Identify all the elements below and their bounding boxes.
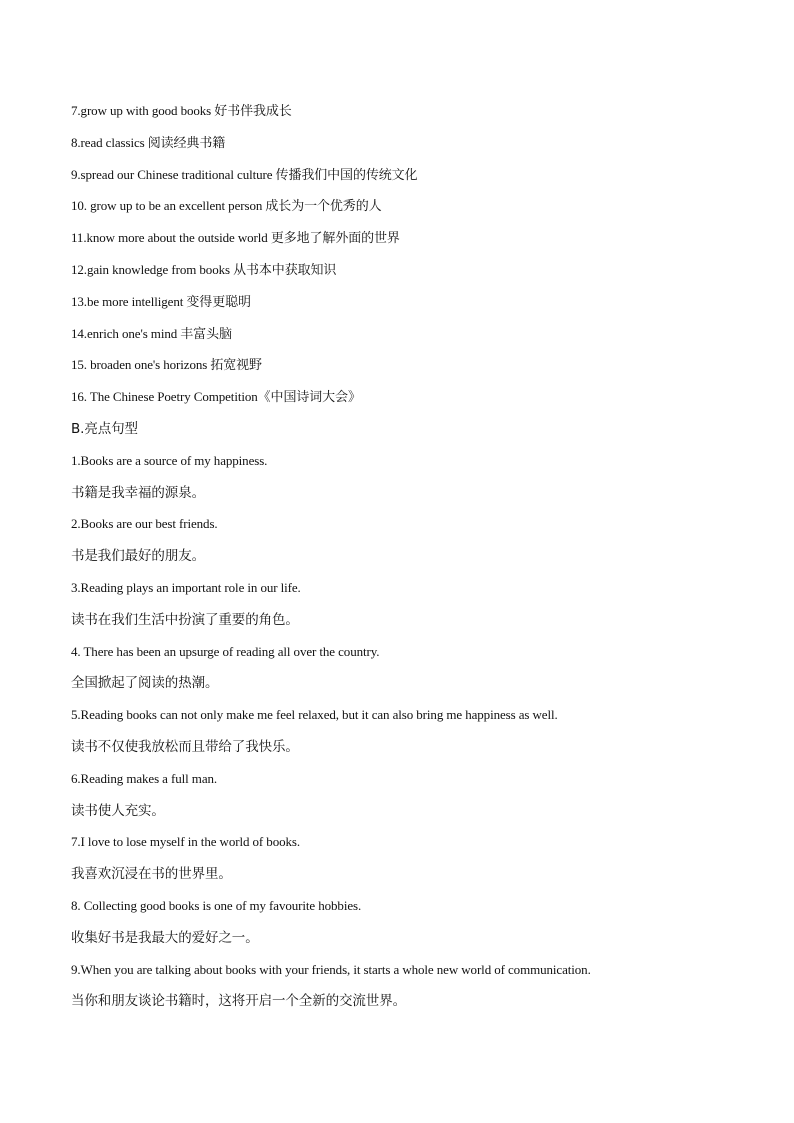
sentence-chinese: 全国掀起了阅读的热潮。 (71, 675, 219, 692)
phrase-line: 14.enrich one's mind 丰富头脑 (71, 325, 232, 341)
sentence-chinese: 读书不仅使我放松而且带给了我快乐。 (71, 738, 299, 755)
sentence-english: 7.I love to lose myself in the world of books. (71, 834, 301, 850)
document-body (71, 100, 751, 1022)
phrase-line: 15. broaden one's horizons 拓宽视野 (71, 357, 262, 373)
phrase-line: 10. grow up to be an excellent person 成长为一个优秀的人 (71, 198, 382, 214)
sentence-english: 9.When you are talking about books with your friends, it starts a whole new world of communication. (71, 961, 591, 977)
sentence-chinese: 我喜欢沉浸在书的世界里。 (71, 866, 232, 883)
sentence-chinese: 书籍是我幸福的源泉。 (71, 484, 205, 501)
sentence-english: 3.Reading plays an important role in our life. (71, 579, 301, 595)
sentence-chinese: 书是我们最好的朋友。 (71, 548, 205, 565)
sentence-english: 4. There has been an upsurge of reading all over the country. (71, 643, 380, 659)
phrase-line: 7.grow up with good books 好书伴我成长 (71, 103, 292, 118)
phrase-line: 8.read classics 阅读经典书籍 (71, 134, 226, 150)
phrase-line: 9.spread our Chinese traditional culture 传播我们中国的传统文化 (71, 166, 418, 182)
sentence-english: 1.Books are a source of my happiness. (71, 452, 268, 468)
sentence-english: 6.Reading makes a full man. (71, 770, 218, 786)
sentence-english: 2.Books are our best friends. (71, 516, 218, 532)
sentence-chinese: 读书在我们生活中扮演了重要的角色。 (71, 611, 299, 628)
sentence-english: 5.Reading books can not only make me feel relaxed, but it can also bring me happiness as well. (71, 707, 558, 723)
phrase-line: 11.know more about the outside world 更多地了解外面的世界 (71, 230, 400, 246)
sentence-chinese: 读书使人充实。 (71, 802, 165, 819)
sentence-english: 8. Collecting good books is one of my favourite hobbies. (71, 897, 362, 913)
phrase-line: 12.gain knowledge from books 从书本中获取知识 (71, 261, 337, 277)
phrase-line: 13.be more intelligent 变得更聪明 (71, 293, 251, 309)
phrase-line: 16. The Chinese Poetry Competition《中国诗词大会》 (71, 389, 361, 405)
sentence-chinese: 收集好书是我最大的爱好之一。 (71, 929, 259, 946)
section-b-heading: B.亮点句型 (71, 420, 138, 437)
sentence-chinese: 当你和朋友谈论书籍时，这将开启一个全新的交流世界。 (71, 993, 406, 1010)
